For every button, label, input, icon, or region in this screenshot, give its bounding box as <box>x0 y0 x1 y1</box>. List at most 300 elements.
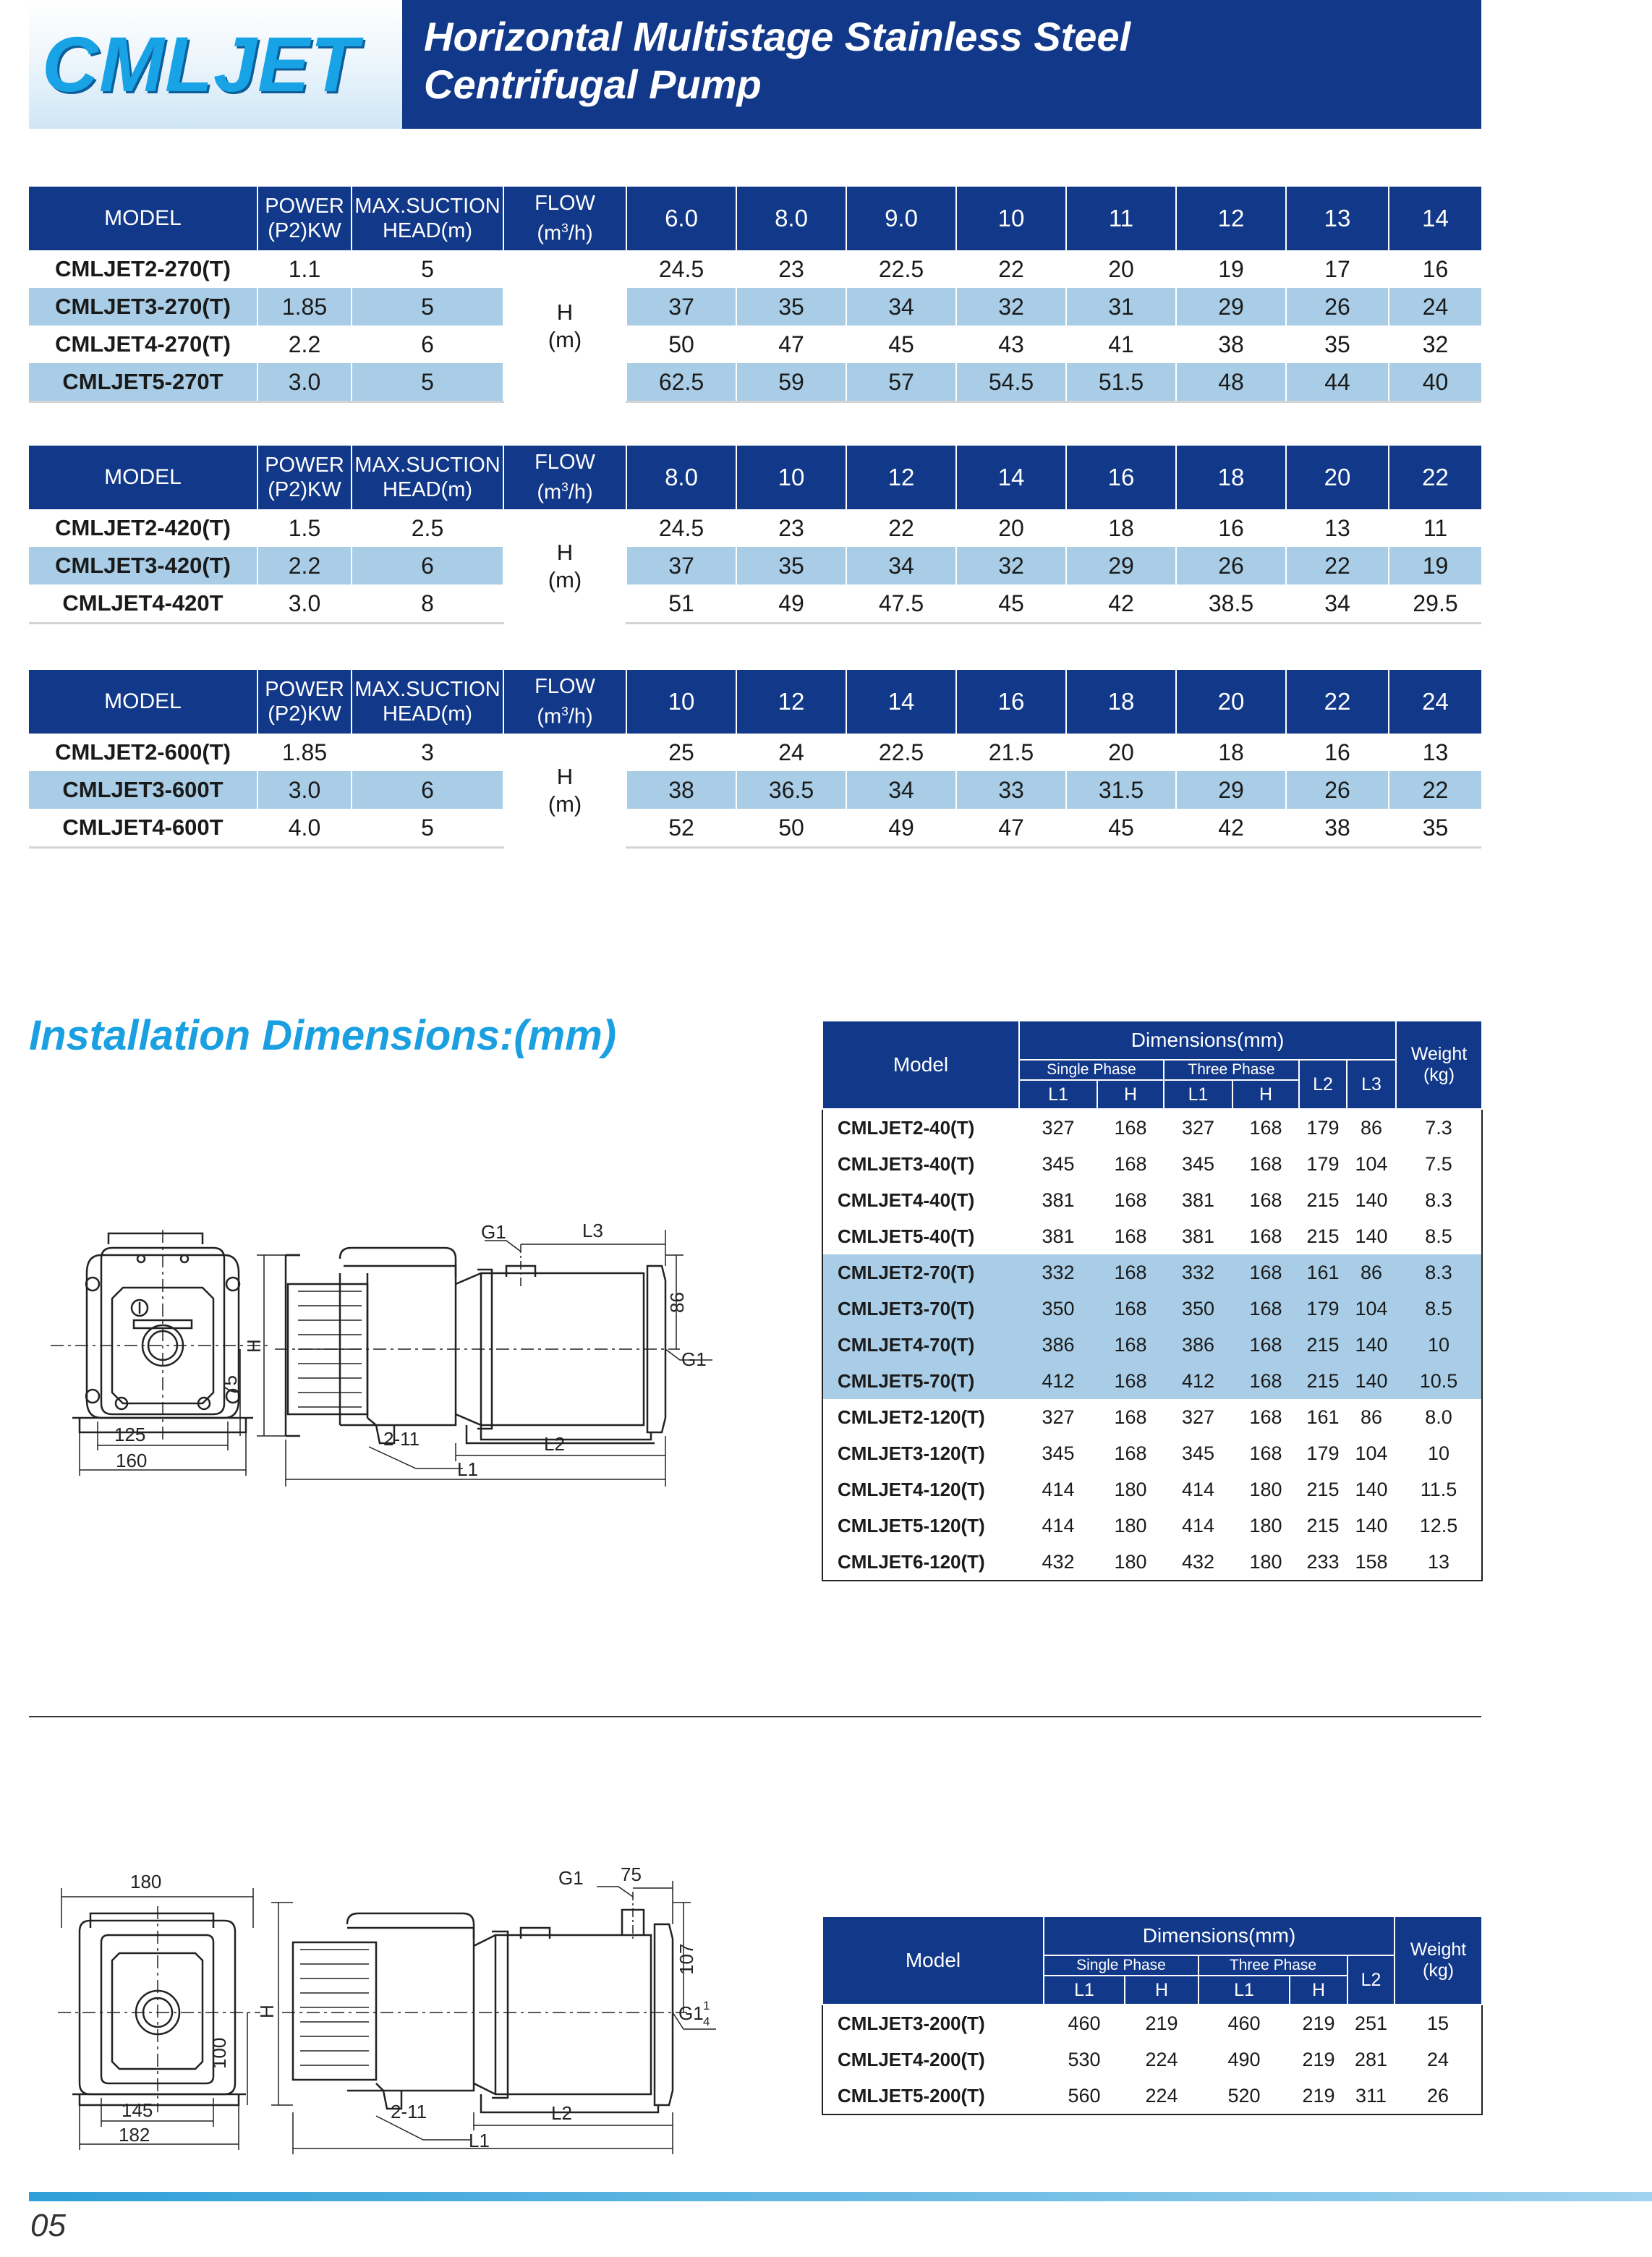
table-row <box>29 363 1481 402</box>
suction-cell: 5 <box>352 250 503 288</box>
sp_h-cell: 219 <box>1145 2012 1178 2034</box>
model-cell: CMLJET5-270T <box>29 363 257 402</box>
head-value-cell: 44 <box>1286 363 1389 402</box>
head-value-cell: 32 <box>956 288 1066 326</box>
model-cell: CMLJET3-200(T) <box>838 2012 985 2034</box>
flow-value: 8.0 <box>626 446 736 509</box>
col-weight: Weight (kg) <box>1395 1916 1482 2005</box>
power-cell: 1.85 <box>257 734 352 771</box>
head-value-cell: 37 <box>626 547 736 585</box>
l3-cell: 140 <box>1347 1327 1396 1363</box>
l2-cell: 215 <box>1306 1189 1340 1211</box>
col-tp-h: H <box>1232 1080 1299 1109</box>
flow-value: 20 <box>1176 670 1286 734</box>
weight-cell: 26 <box>1427 2084 1449 2107</box>
sp_l1-cell: 560 <box>1068 2084 1101 2107</box>
suction-cell: 6 <box>352 326 503 363</box>
flow-value: 20 <box>1286 446 1389 509</box>
dimension-table-2 <box>822 1916 1483 2115</box>
dim-label-g-frac-den: 4 <box>703 2015 710 2028</box>
col-weight: Weight (kg) <box>1396 1021 1482 1109</box>
dim-label-g1-top: G1 <box>481 1221 506 1243</box>
head-unit-cell: H (m) <box>503 509 626 624</box>
l2-cell: 179 <box>1299 1291 1347 1327</box>
flow-value: 10 <box>736 446 846 509</box>
sp_l1-cell: 414 <box>1042 1514 1075 1536</box>
power-cell: 4.0 <box>257 809 352 848</box>
tp_h-cell: 219 <box>1302 2084 1335 2107</box>
head-value-cell: 38 <box>626 771 736 809</box>
col-sp-h: H <box>1097 1080 1164 1109</box>
model-cell: CMLJET5-120(T) <box>838 1514 985 1536</box>
l3-cell: 86 <box>1360 1406 1383 1428</box>
dim-label-180: 180 <box>130 1871 162 1892</box>
head-value-cell: 13 <box>1389 734 1481 771</box>
head-value-cell: 50 <box>736 809 846 848</box>
table-row <box>822 1182 1482 1218</box>
power-cell: 3.0 <box>257 585 352 624</box>
sp_l1-cell: 460 <box>1068 2012 1101 2034</box>
model-cell: CMLJET2-420(T) <box>55 515 231 540</box>
l3-cell: 140 <box>1355 1478 1388 1500</box>
page-number: 05 <box>30 2208 66 2243</box>
weight-cell: 8.3 <box>1425 1189 1452 1211</box>
head-value-cell: 35 <box>1286 326 1389 363</box>
spec-table-600 <box>29 670 1481 849</box>
table-row <box>822 2041 1482 2078</box>
head-value-cell: 32 <box>956 547 1066 585</box>
model-cell: CMLJET3-120(T) <box>838 1442 985 1464</box>
sp_l1-cell: 332 <box>1019 1254 1097 1291</box>
page-title-line-1: Horizontal Multistage Stainless Steel <box>424 14 1131 59</box>
table-row <box>822 1327 1482 1363</box>
col-three-phase: Three Phase <box>1198 1955 1347 1976</box>
head-value-cell: 26 <box>1286 771 1389 809</box>
sp_l1-cell: 345 <box>1042 1152 1075 1175</box>
model-cell: CMLJET2-270(T) <box>55 256 231 281</box>
suction-cell: 8 <box>352 585 503 624</box>
col-dimensions: Dimensions(mm) <box>1019 1021 1396 1060</box>
suction-cell: 5 <box>352 363 503 402</box>
dim-label-h: H <box>256 2005 278 2018</box>
sp_h-cell: 224 <box>1145 2048 1178 2070</box>
head-value-cell: 24 <box>736 734 846 771</box>
head-value-cell: 22 <box>1286 547 1389 585</box>
flow-value: 18 <box>1176 446 1286 509</box>
table-row <box>29 734 1481 771</box>
head-value-cell: 26 <box>1286 288 1389 326</box>
suction-cell: 6 <box>352 771 503 809</box>
head-value-cell: 40 <box>1389 363 1481 402</box>
suction-cell: 3 <box>352 734 503 771</box>
head-value-cell: 29 <box>1176 771 1286 809</box>
col-sp-l1: L1 <box>1044 1976 1125 2005</box>
head-value-cell: 47.5 <box>846 585 956 624</box>
sp_h-cell: 168 <box>1114 1189 1147 1211</box>
model-cell: CMLJET4-40(T) <box>838 1189 975 1211</box>
sp_h-cell: 168 <box>1114 1116 1147 1139</box>
col-power: POWER (P2)KW <box>257 187 352 250</box>
tp_h-cell: 168 <box>1232 1254 1299 1291</box>
table-row <box>822 1218 1482 1254</box>
sp_h-cell: 168 <box>1097 1254 1164 1291</box>
dim-label-160: 160 <box>116 1450 148 1471</box>
col-power: POWER (P2)KW <box>257 670 352 734</box>
col-single-phase: Single Phase <box>1019 1060 1164 1080</box>
flow-value: 14 <box>1389 187 1481 250</box>
head-value-cell: 45 <box>956 585 1066 624</box>
sp_h-cell: 168 <box>1114 1225 1147 1247</box>
flow-value: 24 <box>1389 670 1481 734</box>
head-value-cell: 48 <box>1176 363 1286 402</box>
head-unit-cell: H (m) <box>503 734 626 848</box>
weight-cell: 7.5 <box>1425 1152 1452 1175</box>
tp_h-cell: 168 <box>1232 1327 1299 1363</box>
weight-cell: 24 <box>1427 2048 1449 2070</box>
dim-label-bolt: 2-11 <box>391 2101 427 2122</box>
l2-cell: 161 <box>1306 1406 1340 1428</box>
head-value-cell: 19 <box>1176 250 1286 288</box>
table-row <box>822 2078 1482 2114</box>
head-value-cell: 20 <box>956 509 1066 547</box>
sp_h-cell: 168 <box>1114 1442 1147 1464</box>
col-tp-l1: L1 <box>1164 1080 1232 1109</box>
table-row <box>29 585 1481 624</box>
sp_l1-cell: 345 <box>1042 1442 1075 1464</box>
model-cell: CMLJET4-120(T) <box>838 1478 985 1500</box>
model-cell: CMLJET4-200(T) <box>838 2048 985 2070</box>
col-flow: FLOW $(m^3/h)$ <box>503 187 626 250</box>
col-dimensions: Dimensions(mm) <box>1044 1916 1395 1955</box>
flow-value: 22 <box>1286 670 1389 734</box>
head-value-cell: 17 <box>1286 250 1389 288</box>
front-view <box>51 1230 268 1440</box>
table-row <box>822 1363 1482 1399</box>
head-value-cell: 11 <box>1389 509 1481 547</box>
side-view <box>275 1244 680 1443</box>
sp_h-cell: 180 <box>1114 1550 1147 1573</box>
sp_h-cell: 168 <box>1097 1363 1164 1399</box>
col-single-phase: Single Phase <box>1044 1955 1198 1976</box>
dim-label-75: 75 <box>621 1863 642 1885</box>
head-value-cell: 57 <box>846 363 956 402</box>
head-value-cell: 13 <box>1286 509 1389 547</box>
tp_l1-cell: 414 <box>1181 1478 1215 1500</box>
tp_l1-cell: 327 <box>1181 1116 1215 1139</box>
head-value-cell: 19 <box>1389 547 1481 585</box>
head-value-cell: 41 <box>1066 326 1176 363</box>
table-row <box>29 288 1481 326</box>
table-row <box>29 771 1481 809</box>
dim-label-86: 86 <box>666 1292 688 1313</box>
tp_h-cell: 168 <box>1249 1116 1282 1139</box>
sp_l1-cell: 381 <box>1042 1189 1075 1211</box>
brand-logo: CMLJET <box>42 20 359 108</box>
suction-cell: 5 <box>352 288 503 326</box>
head-value-cell: 22 <box>956 250 1066 288</box>
sp_l1-cell: 350 <box>1019 1291 1097 1327</box>
flow-value: 6.0 <box>626 187 736 250</box>
head-value-cell: 16 <box>1286 734 1389 771</box>
l2-cell: 215 <box>1299 1327 1347 1363</box>
col-model: Model <box>822 1021 1019 1109</box>
weight-cell: 8.0 <box>1425 1406 1452 1428</box>
tp_h-cell: 168 <box>1232 1363 1299 1399</box>
l2-cell: 281 <box>1355 2048 1388 2070</box>
sp_h-cell: 168 <box>1097 1291 1164 1327</box>
model-cell: CMLJET5-70(T) <box>822 1363 1019 1399</box>
sp_h-cell: 180 <box>1114 1514 1147 1536</box>
sp_l1-cell: 432 <box>1042 1550 1075 1573</box>
head-value-cell: 25 <box>626 734 736 771</box>
head-value-cell: 24.5 <box>626 509 736 547</box>
table-row <box>822 1146 1482 1182</box>
tp_l1-cell: 490 <box>1227 2048 1261 2070</box>
section-divider <box>29 1716 1481 1717</box>
head-value-cell: 20 <box>1066 250 1176 288</box>
flow-value: 12 <box>1176 187 1286 250</box>
model-cell: CMLJET3-40(T) <box>838 1152 975 1175</box>
col-model: Model <box>822 1916 1044 2005</box>
flow-value: 14 <box>956 446 1066 509</box>
col-power: POWER (P2)KW <box>257 446 352 509</box>
sp_l1-cell: 386 <box>1019 1327 1097 1363</box>
head-value-cell: 29.5 <box>1389 585 1481 624</box>
head-value-cell: 47 <box>736 326 846 363</box>
col-l2: L2 <box>1347 1955 1395 2005</box>
head-value-cell: 36.5 <box>736 771 846 809</box>
head-value-cell: 20 <box>1066 734 1176 771</box>
tp_h-cell: 180 <box>1249 1514 1282 1536</box>
sp_h-cell: 168 <box>1114 1406 1147 1428</box>
table-row <box>822 1399 1482 1435</box>
head-value-cell: 38 <box>1286 809 1389 848</box>
dim-label-bolt: 2-11 <box>383 1428 420 1450</box>
flow-value: 16 <box>1066 446 1176 509</box>
head-value-cell: 29 <box>1066 547 1176 585</box>
col-flow: FLOW $(m^3/h)$ <box>503 670 626 734</box>
dim-label-107: 107 <box>676 1943 697 1975</box>
table-row <box>822 1508 1482 1544</box>
tp_l1-cell: 350 <box>1164 1291 1232 1327</box>
weight-cell: 15 <box>1427 2012 1449 2034</box>
head-value-cell: 31 <box>1066 288 1176 326</box>
flow-value: 8.0 <box>736 187 846 250</box>
head-value-cell: 22 <box>1389 771 1481 809</box>
dim-label-182: 182 <box>119 2124 150 2146</box>
head-value-cell: 34 <box>846 771 956 809</box>
flow-value: 9.0 <box>846 187 956 250</box>
l3-cell: 86 <box>1360 1116 1383 1139</box>
flow-value: 16 <box>956 670 1066 734</box>
table-row <box>822 1254 1482 1291</box>
flow-value: 14 <box>846 670 956 734</box>
weight-cell: 12.5 <box>1419 1514 1458 1536</box>
tp_l1-cell: 381 <box>1181 1189 1215 1211</box>
tp_h-cell: 219 <box>1302 2048 1335 2070</box>
table-row <box>29 509 1481 547</box>
l2-cell: 311 <box>1355 2084 1387 2107</box>
head-value-cell: 42 <box>1176 809 1286 848</box>
head-value-cell: 34 <box>846 547 956 585</box>
weight-cell: 8.5 <box>1396 1291 1482 1327</box>
model-cell: CMLJET2-120(T) <box>838 1406 985 1428</box>
table-row <box>29 547 1481 585</box>
head-value-cell: 32 <box>1389 326 1481 363</box>
power-cell: 3.0 <box>257 771 352 809</box>
col-three-phase: Three Phase <box>1164 1060 1299 1080</box>
l3-cell: 140 <box>1355 1189 1388 1211</box>
flow-value: 22 <box>1389 446 1481 509</box>
col-model: MODEL <box>29 670 257 734</box>
tp_l1-cell: 345 <box>1181 1442 1215 1464</box>
head-value-cell: 34 <box>1286 585 1389 624</box>
head-value-cell: 21.5 <box>956 734 1066 771</box>
col-tp-h: H <box>1290 1976 1347 2005</box>
dim-label-g-side: G1 <box>678 2002 704 2024</box>
sp_h-cell: 168 <box>1097 1327 1164 1363</box>
model-cell: CMLJET2-40(T) <box>838 1116 975 1139</box>
l3-cell: 140 <box>1347 1363 1396 1399</box>
tp_h-cell: 168 <box>1249 1189 1282 1211</box>
model-cell: CMLJET3-600T <box>29 771 257 809</box>
dimension-table-1 <box>822 1020 1483 1581</box>
sp_l1-cell: 381 <box>1042 1225 1075 1247</box>
sp_l1-cell: 412 <box>1019 1363 1097 1399</box>
model-cell: CMLJET4-70(T) <box>822 1327 1019 1363</box>
col-suction: MAX.SUCTION HEAD(m) <box>352 670 503 734</box>
table-row <box>822 2005 1482 2041</box>
model-cell: CMLJET2-600(T) <box>55 739 231 765</box>
suction-cell: 2.5 <box>352 509 503 547</box>
model-cell: CMLJET5-200(T) <box>838 2084 985 2107</box>
pump-drawing-2 <box>29 1852 781 2156</box>
dim-label-l3: L3 <box>582 1220 603 1241</box>
table-row <box>29 809 1481 848</box>
head-value-cell: 22.5 <box>846 734 956 771</box>
dim-label-75: 75 <box>219 1375 241 1396</box>
power-cell: 1.85 <box>257 288 352 326</box>
head-value-cell: 18 <box>1176 734 1286 771</box>
model-cell: CMLJET3-70(T) <box>822 1291 1019 1327</box>
col-flow: FLOW $(m^3/h)$ <box>503 446 626 509</box>
sp_l1-cell: 327 <box>1042 1116 1075 1139</box>
l2-cell: 161 <box>1299 1254 1347 1291</box>
page-title-line-2: Centrifugal Pump <box>424 61 762 107</box>
l3-cell: 104 <box>1355 1152 1388 1175</box>
tp_h-cell: 168 <box>1232 1291 1299 1327</box>
model-cell: CMLJET4-420T <box>29 585 257 624</box>
model-cell: CMLJET5-40(T) <box>838 1225 975 1247</box>
sp_l1-cell: 414 <box>1042 1478 1075 1500</box>
tp_h-cell: 168 <box>1249 1152 1282 1175</box>
l2-cell: 215 <box>1306 1478 1340 1500</box>
col-l2: L2 <box>1299 1060 1347 1109</box>
head-value-cell: 47 <box>956 809 1066 848</box>
page-title-banner <box>402 0 1481 129</box>
model-cell: CMLJET3-270(T) <box>29 288 257 326</box>
table-row <box>822 1109 1482 1146</box>
l2-cell: 179 <box>1306 1442 1340 1464</box>
footer-bar <box>29 2192 1652 2201</box>
l2-cell: 215 <box>1299 1363 1347 1399</box>
head-value-cell: 16 <box>1176 509 1286 547</box>
dim-label-125: 125 <box>114 1424 146 1445</box>
sp_h-cell: 224 <box>1145 2084 1178 2107</box>
head-value-cell: 54.5 <box>956 363 1066 402</box>
head-value-cell: 49 <box>736 585 846 624</box>
col-model: MODEL <box>29 446 257 509</box>
tp_l1-cell: 412 <box>1164 1363 1232 1399</box>
flow-value: 10 <box>626 670 736 734</box>
flow-value: 18 <box>1066 670 1176 734</box>
table-row <box>29 326 1481 363</box>
l2-cell: 215 <box>1306 1514 1340 1536</box>
model-cell: CMLJET6-120(T) <box>838 1550 985 1573</box>
weight-cell: 8.5 <box>1425 1225 1452 1247</box>
head-value-cell: 52 <box>626 809 736 848</box>
l2-cell: 215 <box>1306 1225 1340 1247</box>
tp_h-cell: 168 <box>1249 1225 1282 1247</box>
head-value-cell: 45 <box>1066 809 1176 848</box>
suction-cell: 5 <box>352 809 503 848</box>
head-value-cell: 23 <box>736 509 846 547</box>
weight-cell: 10 <box>1396 1327 1482 1363</box>
head-value-cell: 31.5 <box>1066 771 1176 809</box>
l2-cell: 251 <box>1355 2012 1388 2034</box>
head-value-cell: 29 <box>1176 288 1286 326</box>
head-value-cell: 62.5 <box>626 363 736 402</box>
head-value-cell: 45 <box>846 326 956 363</box>
dim-label-l1: L1 <box>469 2130 490 2151</box>
flow-value: 13 <box>1286 187 1389 250</box>
power-cell: 3.0 <box>257 363 352 402</box>
sp_h-cell: 180 <box>1114 1478 1147 1500</box>
l3-cell: 104 <box>1347 1291 1396 1327</box>
dim-label-h: H <box>243 1339 265 1353</box>
tp_h-cell: 219 <box>1302 2012 1335 2034</box>
weight-cell: 10.5 <box>1396 1363 1482 1399</box>
tp_h-cell: 168 <box>1249 1406 1282 1428</box>
power-cell: 2.2 <box>257 547 352 585</box>
l2-cell: 179 <box>1306 1152 1340 1175</box>
tp_h-cell: 180 <box>1249 1550 1282 1573</box>
head-value-cell: 49 <box>846 809 956 848</box>
spec-table-420 <box>29 446 1481 624</box>
col-suction: MAX.SUCTION HEAD(m) <box>352 187 503 250</box>
spec-table-270 <box>29 187 1481 403</box>
model-cell: CMLJET3-420(T) <box>29 547 257 585</box>
head-value-cell: 38 <box>1176 326 1286 363</box>
col-l3: L3 <box>1347 1060 1396 1109</box>
flow-value: 11 <box>1066 187 1176 250</box>
tp_h-cell: 168 <box>1249 1442 1282 1464</box>
head-value-cell: 35 <box>1389 809 1481 848</box>
col-model: MODEL <box>29 187 257 250</box>
head-value-cell: 42 <box>1066 585 1176 624</box>
pump-drawing-1 <box>29 1186 781 1490</box>
dim-label-145: 145 <box>122 2099 153 2121</box>
tp_l1-cell: 414 <box>1181 1514 1215 1536</box>
sp_l1-cell: 530 <box>1068 2048 1101 2070</box>
head-value-cell: 23 <box>736 250 846 288</box>
weight-cell: 10 <box>1427 1442 1450 1464</box>
flow-value: 12 <box>846 446 956 509</box>
head-value-cell: 43 <box>956 326 1066 363</box>
flow-value: 12 <box>736 670 846 734</box>
head-value-cell: 24 <box>1389 288 1481 326</box>
dim-label-g1-top: G1 <box>558 1867 584 1889</box>
